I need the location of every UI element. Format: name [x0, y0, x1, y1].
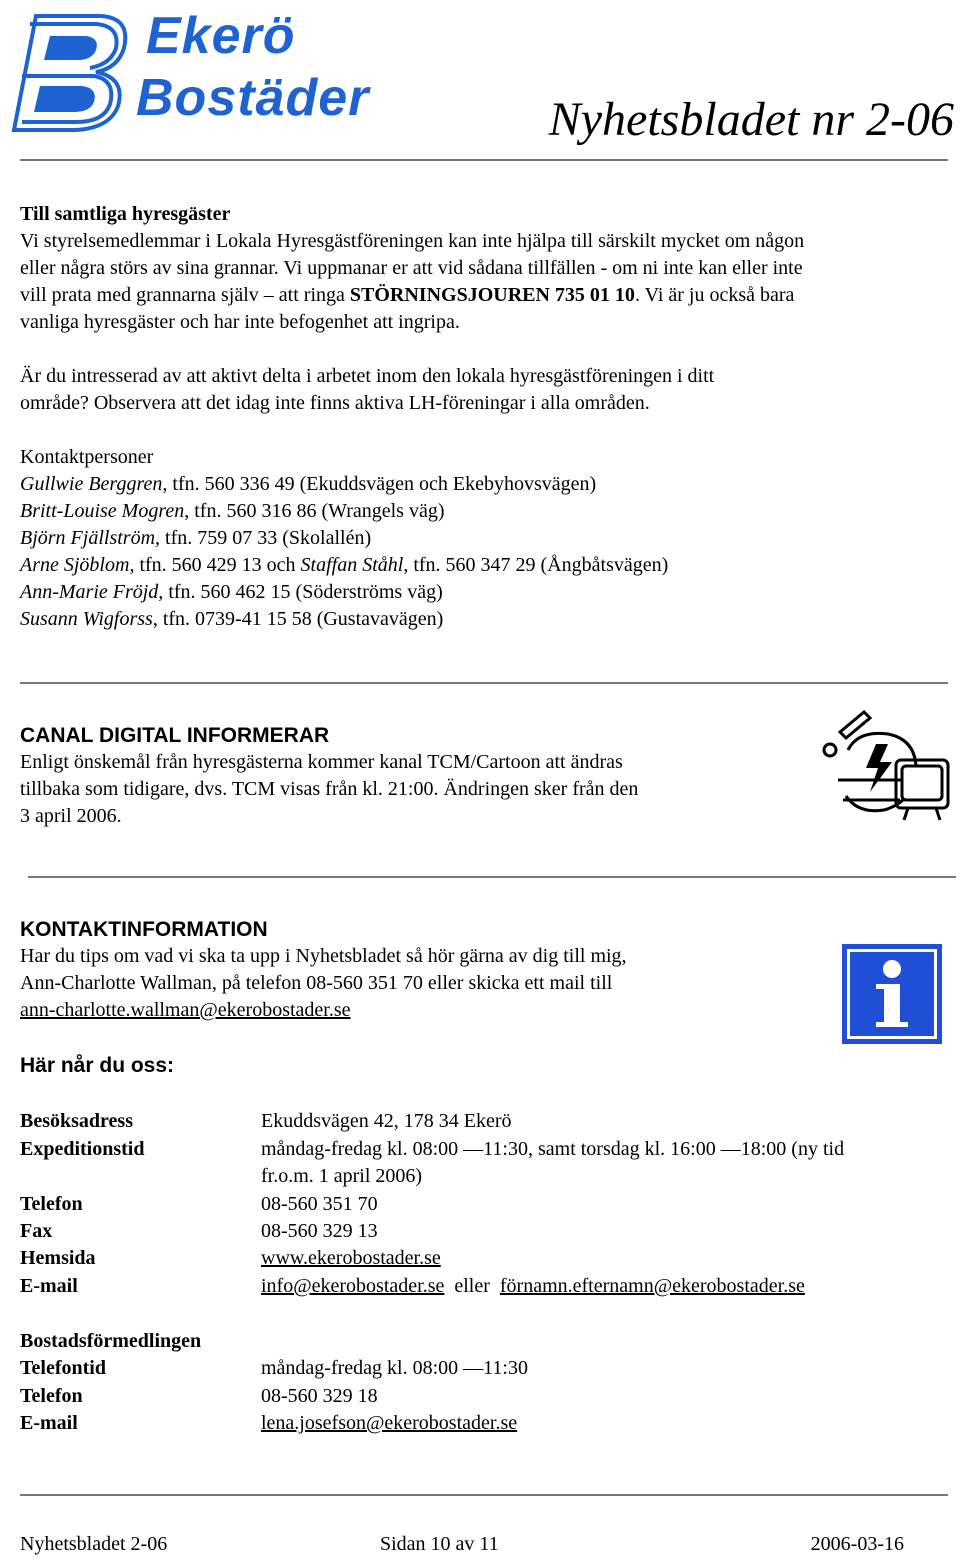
row-value: fr.o.m. 1 april 2006) — [261, 1165, 423, 1187]
contact-details: tfn. 560 462 15 (Söderströms väg) — [163, 581, 443, 603]
row-value: 08-560 351 70 — [261, 1193, 378, 1215]
ekero-bostader-logo — [6, 6, 416, 136]
bostadsformedlingen-heading: Bostadsförmedlingen — [20, 1330, 202, 1352]
contact-row — [20, 498, 950, 525]
logo-text-bostader: Bostäder — [136, 69, 370, 127]
row-value: måndag-fredag kl. 08:00 —11:30 — [261, 1357, 528, 1379]
row-label: Telefon — [20, 1385, 83, 1407]
contact-name: Staffan Ståhl — [300, 554, 404, 576]
contact-row — [20, 471, 950, 498]
text-segment: . Vi är ju också bara — [634, 284, 795, 306]
contact-row — [20, 579, 950, 606]
row-label: Telefontid — [20, 1357, 106, 1379]
contact-details: tfn. 759 07 33 (Skolallén) — [160, 527, 372, 549]
paragraph-line: Ann-Charlotte Wallman, på telefon 08-560 351 70 eller skicka ett mail till — [20, 972, 613, 994]
text-segment: vill prata med grannarna själv – att ringa — [20, 284, 350, 306]
reach-us-heading: Här når du oss: — [20, 1054, 175, 1077]
section-divider — [28, 876, 956, 878]
contact-details: , tfn. 560 347 29 (Ångbåtsvägen) — [403, 554, 669, 576]
contact-name: Susann Wigforss — [20, 608, 153, 630]
contact-details: , tfn. 560 429 13 och — [129, 554, 301, 576]
row-label: Telefon — [20, 1193, 83, 1215]
row-value — [261, 1273, 805, 1300]
contact-name: Gullwie Berggren, — [20, 473, 168, 495]
contact-name: Britt-Louise Mogren — [20, 500, 185, 522]
paragraph-line — [20, 282, 950, 309]
kontakt-heading: KONTAKTINFORMATION — [20, 918, 268, 941]
paragraph-line: Är du intresserad av att aktivt delta i arbetet inom den lokala hyresgästföreningen i ditt — [20, 365, 715, 387]
canal-digital-section — [20, 722, 800, 830]
section-heading: Till samtliga hyresgäster — [20, 203, 231, 225]
section-divider — [20, 682, 948, 684]
tenants-section — [20, 201, 950, 633]
row-value: Ekuddsvägen 42, 178 34 Ekerö — [261, 1110, 512, 1132]
paragraph-line: område? Observera att det idag inte finns aktiva LH-föreningar i alla områden. — [20, 392, 650, 414]
paragraph-line: 3 april 2006. — [20, 805, 122, 827]
row-label: Expeditionstid — [20, 1138, 145, 1160]
contact-details: tfn. 560 336 49 (Ekuddsvägen och Ekebyhovsvägen) — [167, 473, 597, 495]
paragraph-line: tillbaka som tidigare, dvs. TCM visas från kl. 21:00. Ändringen sker från den — [20, 778, 639, 800]
contact-info-section — [20, 916, 810, 1024]
contact-name: Arne Sjöblom — [20, 554, 130, 576]
paragraph-line: Vi styrelsemedlemmar i Lokala Hyresgästföreningen kan inte hjälpa till särskilt mycket om någon — [20, 230, 805, 252]
row-value: 08-560 329 13 — [261, 1220, 378, 1242]
contact-name: Ann-Marie Fröjd, — [20, 581, 164, 603]
contact-details: , tfn. 560 316 86 (Wrangels väg) — [184, 500, 445, 522]
row-label: Fax — [20, 1220, 53, 1242]
footer-divider — [20, 1494, 948, 1496]
separator-text: eller — [444, 1275, 500, 1297]
row-label: E-mail — [20, 1412, 78, 1434]
row-label: E-mail — [20, 1275, 78, 1297]
email-link[interactable]: info@ekerobostader.se — [261, 1275, 445, 1297]
email-link[interactable]: ann-charlotte.wallman@ekerobostader.se — [20, 999, 351, 1021]
footer-date: 2006-03-16 — [810, 1533, 904, 1555]
row-value: 08-560 329 18 — [261, 1385, 378, 1407]
info-icon — [842, 944, 942, 1044]
paragraph-line: Enligt önskemål från hyresgästerna kommer kanal TCM/Cartoon att ändras — [20, 751, 623, 773]
contact-row — [20, 552, 950, 579]
row-value: måndag-fredag kl. 08:00 —11:30, samt torsdag kl. 16:00 —18:00 (ny tid — [261, 1138, 845, 1160]
contact-name: Björn Fjällström, — [20, 527, 161, 549]
canal-heading: CANAL DIGITAL INFORMERAR — [20, 724, 330, 747]
header-divider — [20, 159, 948, 161]
satellite-tv-icon — [818, 710, 958, 830]
contact-details: , tfn. 0739-41 15 58 (Gustavavägen) — [152, 608, 444, 630]
footer-title: Nyhetsbladet 2-06 — [20, 1533, 168, 1555]
footer-page-number: Sidan 10 av 11 — [380, 1533, 499, 1555]
paragraph-line: vanliga hyresgäster och har inte befogenhet att ingripa. — [20, 311, 460, 333]
email-link[interactable]: lena.josefson@ekerobostader.se — [261, 1412, 518, 1434]
paragraph-line: eller några störs av sina grannar. Vi uppmanar er att vid sådana tillfällen - om ni inte kan eller inte — [20, 257, 803, 279]
email-link[interactable]: förnamn.efternamn@ekerobostader.se — [499, 1275, 805, 1297]
website-link[interactable]: www.ekerobostader.se — [261, 1247, 441, 1269]
logo-b-mark-icon — [6, 6, 146, 136]
storningsjouren-number: STÖRNINGSJOUREN 735 01 10 — [349, 284, 635, 306]
contacts-heading: Kontaktpersoner — [20, 446, 154, 468]
contact-row — [20, 525, 950, 552]
contact-row — [20, 606, 950, 633]
row-label: Besöksadress — [20, 1110, 133, 1132]
logo-text-ekero: Ekerö — [146, 7, 296, 65]
paragraph-line: Har du tips om vad vi ska ta upp i Nyhetsbladet så hör gärna av dig till mig, — [20, 945, 627, 967]
row-label: Hemsida — [20, 1247, 96, 1269]
newsletter-title: Nyhetsbladet nr 2-06 — [548, 93, 954, 146]
